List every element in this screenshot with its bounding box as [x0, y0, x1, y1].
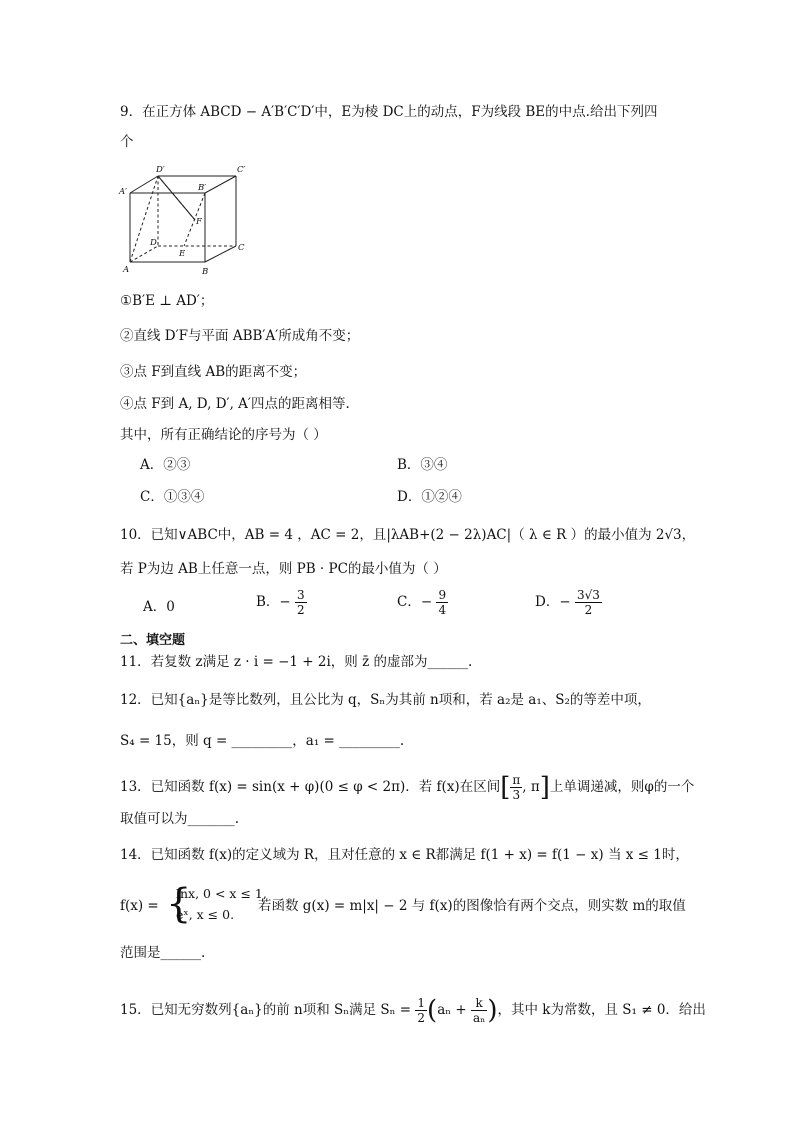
q9-question: 其中，所有正确结论的序号为（ ） [120, 427, 327, 443]
edge-BC [205, 246, 236, 262]
q9-statement-2: ②直线 D′F与平面 ABB′A′所成角不变； [120, 328, 360, 344]
q11-stem: 11．若复数 z满足 z · i = −1 + 2i，则 z̄ 的虚部为______. [120, 654, 473, 670]
diag-AD1 [130, 176, 158, 262]
q15-left-paren: ( [427, 995, 438, 1026]
q10-option-d [535, 588, 602, 617]
label-B: B [202, 267, 209, 277]
q15-part-a: 15．已知无穷数列{aₙ}的前 n项和 Sₙ满足 Sₙ = [120, 1002, 412, 1018]
q10-c-num: 9 [438, 588, 447, 602]
q13-part-a: 13．已知函数 f(x) = sin(x + φ)(0 ≤ φ < 2π)．若 f(x)在区间 [120, 779, 501, 795]
q13-interval-rest: , π [522, 779, 540, 795]
q15-one-half [415, 996, 427, 1025]
q10-d-fraction [575, 588, 602, 617]
label-C: C [238, 243, 245, 253]
q9-statement-1: ①B′E ⊥ AD′； [120, 293, 214, 309]
edge-A1D1 [130, 176, 158, 193]
q13-stem-line2: 取值可以为_______. [120, 811, 240, 827]
q13-pi-over-3 [510, 773, 522, 802]
q10-c-den: 4 [438, 603, 447, 617]
edge-B1C1 [205, 176, 236, 193]
q15-k-num: k [471, 996, 487, 1011]
q10-c-prefix: C．− [397, 594, 433, 610]
q10-b-den: 2 [297, 603, 305, 617]
q14-case1: lnx, 0 < x ≤ 1, [176, 886, 267, 901]
q12-stem-line1: 12．已知{aₙ}是等比数列，且公比为 q，Sₙ为其前 n项和，若 a₂是 a₁、S₂的等差中项， [120, 692, 651, 708]
q14-stem-line1: 14．已知函数 f(x)的定义域为 R，且对任意的 x ∈ R都满足 f(1 + x) = f(1 − x) 当 x ≤ 1时， [120, 847, 689, 863]
label-A1: A′ [119, 187, 128, 197]
q10-d-den: 2 [584, 603, 593, 617]
q15-half-num: 1 [417, 996, 426, 1010]
label-C1: C′ [237, 165, 246, 175]
q10-option-b [256, 588, 307, 617]
q13-part-b: 上单调递减，则φ的一个 [549, 779, 695, 795]
q15-inner: aₙ + [437, 1002, 467, 1018]
q10-stem-line2: 若 P为边 AB上任意一点，则 PB · PC的最小值为（ ） [120, 561, 447, 577]
q10-option-a: A．0 [143, 599, 175, 615]
cube-figure [118, 160, 250, 278]
q10-b-fraction [295, 588, 307, 617]
q14-brace: { [166, 881, 192, 927]
q13-pi: π [512, 773, 521, 787]
q14-case2: eˣ, x ≤ 0. [176, 907, 235, 922]
q9-stem-line1: 9．在正方体 ABCD − A′B′C′D′中，E为棱 DC上的动点，F为线段 BE的中点.给出下列四 [120, 104, 658, 120]
q15-right-paren: ) [487, 995, 498, 1026]
edge-AD [130, 246, 158, 262]
q9-option-b: B．③④ [397, 457, 448, 473]
q10-b-num: 3 [297, 588, 305, 602]
q9-option-c: C．①③④ [140, 489, 205, 505]
q14-fx-label: f(x) = [120, 898, 159, 914]
label-F: F [196, 217, 202, 227]
q12-stem-line2: S₄ = 15，则 q = _________，a₁ = _________. [120, 733, 405, 749]
q13-right-bracket: ] [539, 772, 550, 803]
q9-stem-line2: 个 [120, 134, 134, 150]
label-D: D [150, 238, 157, 248]
q10-stem-line1: 10．已知∨ABC中，AB = 4 ，AC = 2，且|λAB+(2 − 2λ)AC|（ λ ∈ R ）的最小值为 2√3， [120, 527, 696, 543]
q15-k-over-an [471, 996, 487, 1025]
seg-D1F-solid [158, 176, 195, 220]
label-E: E [179, 249, 186, 259]
label-A: A [123, 265, 130, 275]
q10-d-prefix: D．− [535, 594, 571, 610]
q10-option-c [397, 588, 448, 617]
section-fill-in-heading: 二、填空题 [120, 633, 186, 648]
q10-b-prefix: B．− [256, 594, 291, 610]
q9-statement-3: ③点 F到直线 AB的距离不变； [120, 364, 307, 380]
q15-k-den: aₙ [472, 1011, 486, 1025]
q13-left-bracket: [ [500, 772, 511, 803]
q9-option-a: A．②③ [140, 457, 191, 473]
q14-stem-line3: 范围是______. [120, 945, 206, 961]
q14-stem-line2: 若函数 g(x) = m|x| − 2 与 f(x)的图像恰有两个交点，则实数 m的取值 [258, 898, 686, 914]
q10-d-num: 3√3 [576, 588, 600, 602]
label-D1: D′ [156, 165, 165, 175]
q15-part-b: ，其中 k为常数，且 S₁ ≠ 0．给出 [497, 1002, 706, 1018]
q13-three: 3 [512, 788, 521, 802]
q13-stem-line1 [120, 773, 694, 802]
q9-option-d: D．①②④ [397, 489, 462, 505]
q15-half-den: 2 [417, 1011, 426, 1025]
q10-c-fraction [436, 588, 448, 617]
cube-diagram [118, 160, 250, 278]
q15-stem-line1 [120, 992, 706, 1029]
q9-statement-4: ④点 F到 A, D, D′, A′四点的距离相等. [120, 396, 350, 412]
label-B1: B′ [198, 183, 207, 193]
